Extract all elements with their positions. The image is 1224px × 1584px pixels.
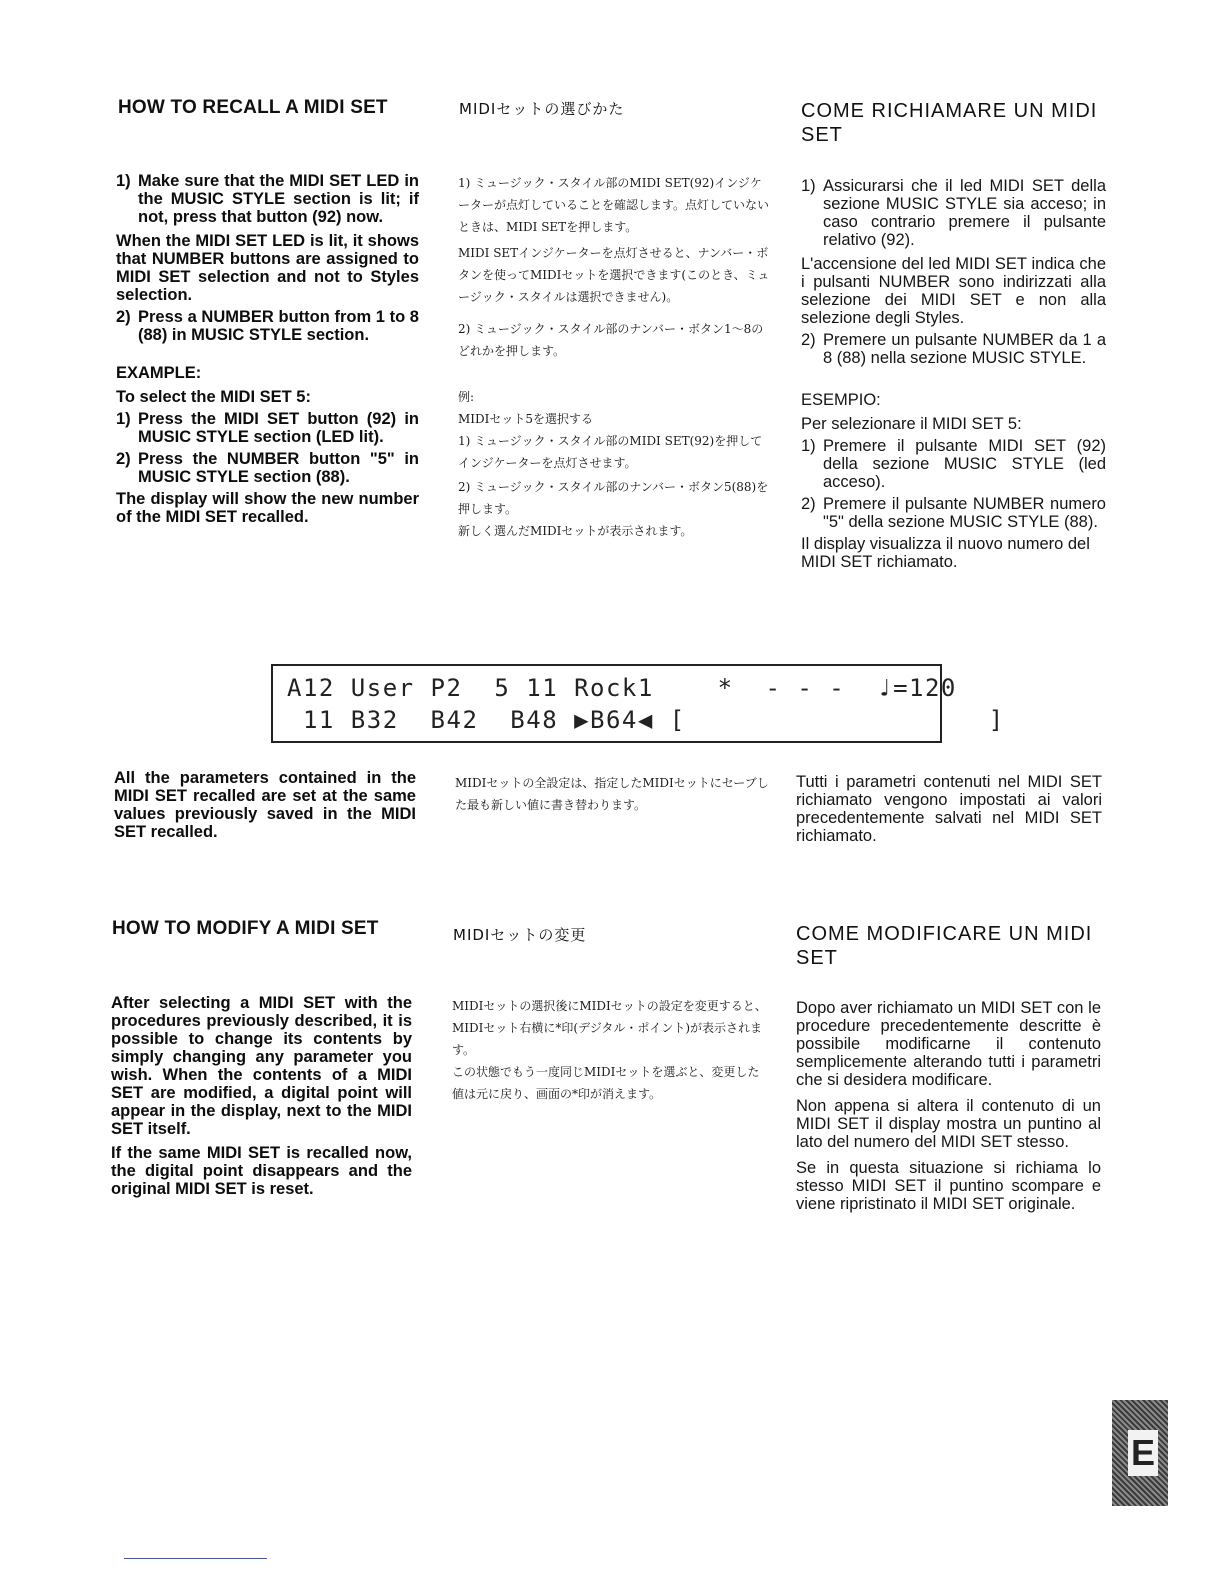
en-example-step-1-number: 1) <box>116 410 131 428</box>
language-tab-letter: E <box>1128 1430 1158 1476</box>
it-step-1-text: Assicurarsi che il led MIDI SET della sezione MUSIC STYLE sia acceso; in caso contrario premere il pulsante relativo (92). <box>823 177 1106 249</box>
section1-jp-column <box>458 172 770 542</box>
section2-en-column <box>111 994 412 1198</box>
it-step-2-number: 2) <box>801 331 816 349</box>
section2-en-title: HOW TO MODIFY A MIDI SET <box>112 918 379 939</box>
jp-display-note: 新しく選んだMIDIセットが表示されます。 <box>458 524 693 538</box>
it-example-step-2 <box>801 495 1106 531</box>
en-reset-text: If the same MIDI SET is recalled now, the digital point disappears and the original MIDI SET is reset. <box>111 1144 412 1198</box>
jp-step-1: 1) ミュージック・スタイル部のMIDI SET(92)インジケーターが点灯していることを確認します。点灯していないときは、MIDI SETを押します。 <box>458 176 770 234</box>
en-example-intro: To select the MIDI SET 5: <box>116 388 311 406</box>
it-step-2-text: Premere un pulsante NUMBER da 1 a 8 (88) nella sezione MUSIC STYLE. <box>823 331 1106 367</box>
jp-modify-text: MIDIセットの選択後にMIDIセットの設定を変更すると、MIDIセット右横に*印(デジタル・ポイント)が表示されます。 <box>452 999 767 1057</box>
it-example-step-2-number: 2) <box>801 495 816 513</box>
it-example-step-2-text: Premere il pulsante NUMBER numero "5" della sezione MUSIC STYLE (88). <box>823 495 1106 531</box>
lcd-display <box>271 664 1005 743</box>
section2-jp-title: MIDIセットの変更 <box>453 926 587 944</box>
jp-reset-text: この状態でもう一度同じMIDIセットを選ぶと、変更した値は元に戻り、画面の*印が消えます。 <box>452 1065 760 1101</box>
section1-it-title <box>801 99 1097 147</box>
en-display-note: The display will show the new number of the MIDI SET recalled. <box>116 490 419 526</box>
it-display-note: Il display visualizza il nuovo numero del MIDI SET richiamato. <box>801 535 1090 571</box>
en-step-2 <box>116 308 419 344</box>
jp-example-step-2: 2) ミュージック・スタイル部のナンバー・ボタン5(88)を押します。 <box>458 480 769 516</box>
section2-it-title <box>796 922 1092 970</box>
it-example-label: ESEMPIO: <box>801 391 881 409</box>
jp-example-step-1: 1) ミュージック・スタイル部のMIDI SET(92)を押してインジケーターを点灯させます。 <box>458 434 763 470</box>
params-en: All the parameters contained in the MIDI SET recalled are set at the same values previously saved in the MIDI SET recalled. <box>114 769 416 841</box>
it-step-1-number: 1) <box>801 177 816 195</box>
it-step-2 <box>801 331 1106 367</box>
section2-it-title-line2: SET <box>796 947 838 969</box>
en-step-1-number: 1) <box>116 172 131 190</box>
en-led-note: When the MIDI SET LED is lit, it shows that NUMBER buttons are assigned to MIDI SET selection and not to Styles selection. <box>116 232 419 304</box>
jp-example-intro: MIDIセット5を選択する <box>458 412 594 426</box>
en-step-1-text: Make sure that the MIDI SET LED in the MUSIC STYLE section is lit; if not, press that button (92) now. <box>138 172 419 226</box>
en-example-label: EXAMPLE: <box>116 364 202 382</box>
en-example-step-1-text: Press the MIDI SET button (92) in MUSIC STYLE section (LED lit). <box>138 410 419 446</box>
en-example-step-2 <box>116 450 419 486</box>
params-jp: MIDIセットの全設定は、指定したMIDIセットにセーブした最も新しい値に書き替わります。 <box>455 776 769 812</box>
it-example-step-1 <box>801 437 1106 491</box>
section2-jp-column <box>452 995 770 1105</box>
section1-it-title-line1: COME RICHIAMARE UN MIDI <box>801 100 1098 122</box>
footer-rule <box>124 1558 267 1559</box>
it-example-intro: Per selezionare il MIDI SET 5: <box>801 415 1022 433</box>
section1-en-column <box>116 172 419 526</box>
jp-led-note: MIDI SETインジケーターを点灯させると、ナンバー・ボタンを使ってMIDIセットを選択できます(このとき、ミュージック・スタイルは選択できません)。 <box>458 246 770 304</box>
section1-it-column <box>801 177 1106 571</box>
section1-en-title: HOW TO RECALL A MIDI SET <box>118 97 388 118</box>
it-modify-text: Dopo aver richiamato un MIDI SET con le procedure precedentemente descritte è possibile modificarne il contenuto semplicemente alterando tutti i parametri che si desidera modificare. <box>796 999 1101 1089</box>
en-step-2-text: Press a NUMBER button from 1 to 8 (88) in MUSIC STYLE section. <box>138 308 419 344</box>
it-point-text: Non appena si altera il contenuto di un MIDI SET il display mostra un puntino al lato del numero del MIDI SET stesso. <box>796 1097 1101 1151</box>
lcd-row-2: 11 B32 B42 B48 ▶B64◀ [ ] <box>287 706 1005 734</box>
lcd-row-1: A12 User P2 5 11 Rock1 * - - - ♩=120 <box>287 674 957 702</box>
section1-jp-title: MIDIセットの選びかた <box>459 100 625 118</box>
it-example-step-1-number: 1) <box>801 437 816 455</box>
section1-it-title-line2: SET <box>801 124 843 146</box>
en-step-1 <box>116 172 419 226</box>
section2-it-title-line1: COME MODIFICARE UN MIDI <box>796 923 1093 945</box>
en-example-step-2-text: Press the NUMBER button "5" in MUSIC STYLE section (88). <box>138 450 419 486</box>
en-step-2-number: 2) <box>116 308 131 326</box>
it-step-1 <box>801 177 1106 249</box>
en-modify-text: After selecting a MIDI SET with the procedures previously described, it is possible to change its contents by simply changing any parameter you wish. When the contents of a MIDI SET are modified, a digital point will appear in the display, next to the MIDI SET itself. <box>111 994 412 1138</box>
it-led-note: L'accensione del led MIDI SET indica che i pulsanti NUMBER sono indirizzati alla selezione dei MIDI SET e non alla selezione degli Styles. <box>801 255 1106 327</box>
it-reset-text: Se in questa situazione si richiama lo stesso MIDI SET il puntino scompare e viene ripristinato il MIDI SET originale. <box>796 1159 1101 1213</box>
jp-example-label: 例: <box>458 390 475 404</box>
section2-it-column <box>796 999 1101 1213</box>
en-example-step-1 <box>116 410 419 446</box>
en-example-step-2-number: 2) <box>116 450 131 468</box>
it-example-step-1-text: Premere il pulsante MIDI SET (92) della sezione MUSIC STYLE (led acceso). <box>823 437 1106 491</box>
jp-step-2: 2) ミュージック・スタイル部のナンバー・ボタン1〜8のどれかを押します。 <box>458 322 764 358</box>
params-it: Tutti i parametri contenuti nel MIDI SET richiamato vengono impostati ai valori precedentemente salvati nel MIDI SET richiamato. <box>796 773 1102 845</box>
